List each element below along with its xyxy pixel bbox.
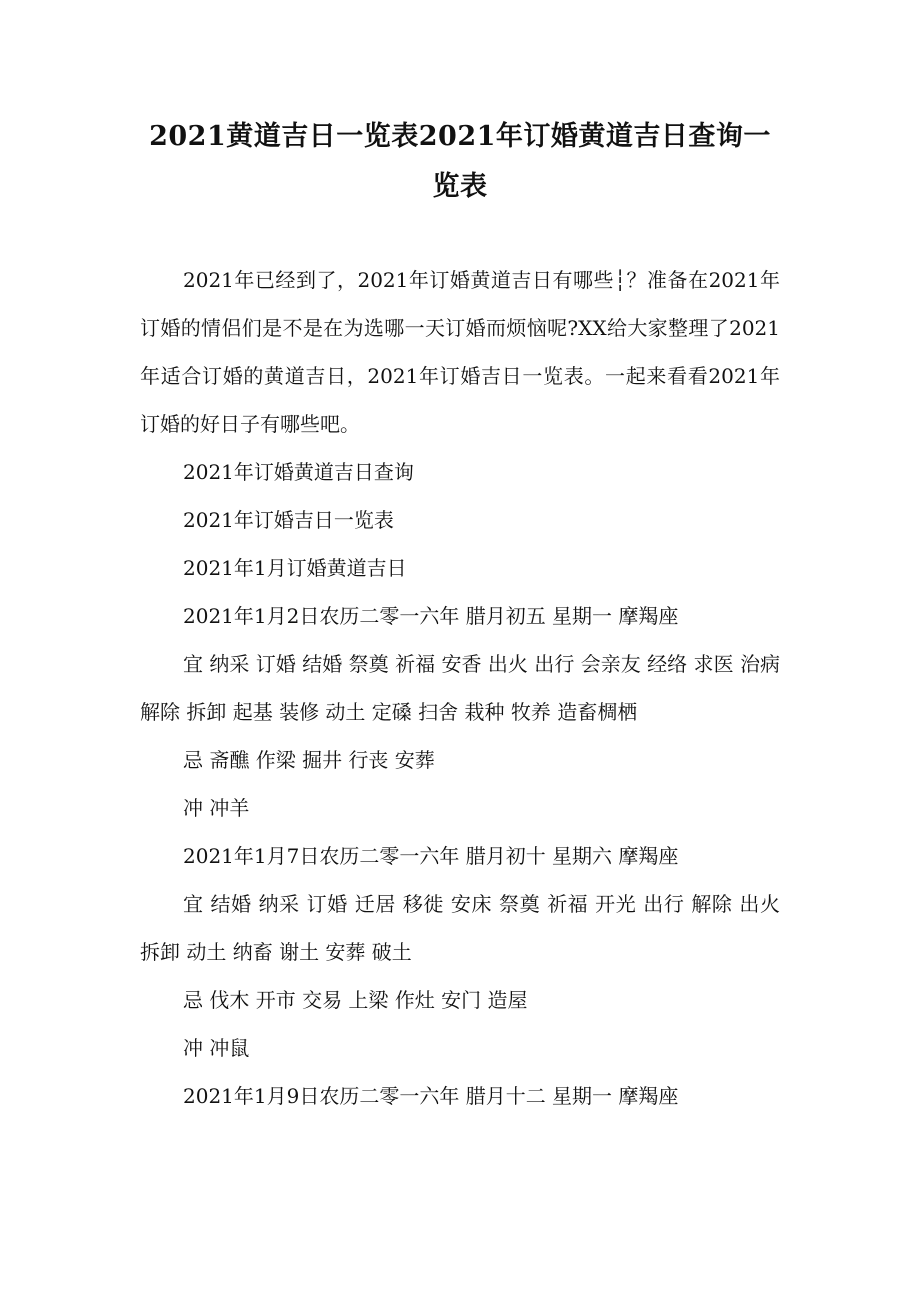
document-body <box>140 256 780 1120</box>
section-heading-query: 2021年订婚黄道吉日查询 <box>183 460 414 484</box>
date-entry-jan-9: 2021年1月9日农历二零一六年 腊月十二 星期一 摩羯座 <box>183 1084 679 1108</box>
suitable-jan-2: 宜 纳采 订婚 结婚 祭奠 祈福 安香 出火 出行 会亲友 经络 求医 治病 解除 拆卸 起基 装修 动土 定磉 扫舍 栽种 牧养 造畜椆栖 <box>140 652 780 724</box>
clash-jan-7: 冲 冲鼠 <box>183 1036 250 1060</box>
document-title: 2021黄道吉日一览表2021年订婚黄道吉日查询一览表 <box>149 121 771 202</box>
month-heading-january: 2021年1月订婚黄道吉日 <box>183 556 407 580</box>
date-entry-jan-7: 2021年1月7日农历二零一六年 腊月初十 星期六 摩羯座 <box>183 844 679 868</box>
intro-paragraph: 2021年已经到了，2021年订婚黄道吉日有哪些┆？准备在2021年订婚的情侣们是不是在为选哪一天订婚而烦恼呢?XX给大家整理了2021年适合订婚的黄道吉日，2021年订婚吉日一览表。一起来看看2021年订婚的好日子有哪些吧。 <box>140 268 780 436</box>
avoid-jan-2: 忌 斋醮 作梁 掘井 行丧 安葬 <box>183 748 435 772</box>
date-entry-jan-2: 2021年1月2日农历二零一六年 腊月初五 星期一 摩羯座 <box>183 604 679 628</box>
suitable-jan-7: 宜 结婚 纳采 订婚 迁居 移徙 安床 祭奠 祈福 开光 出行 解除 出火 拆卸 动土 纳畜 谢土 安葬 破土 <box>140 892 780 964</box>
section-heading-list: 2021年订婚吉日一览表 <box>183 508 394 532</box>
avoid-jan-7: 忌 伐木 开市 交易 上梁 作灶 安门 造屋 <box>183 988 528 1012</box>
clash-jan-2: 冲 冲羊 <box>183 796 250 820</box>
